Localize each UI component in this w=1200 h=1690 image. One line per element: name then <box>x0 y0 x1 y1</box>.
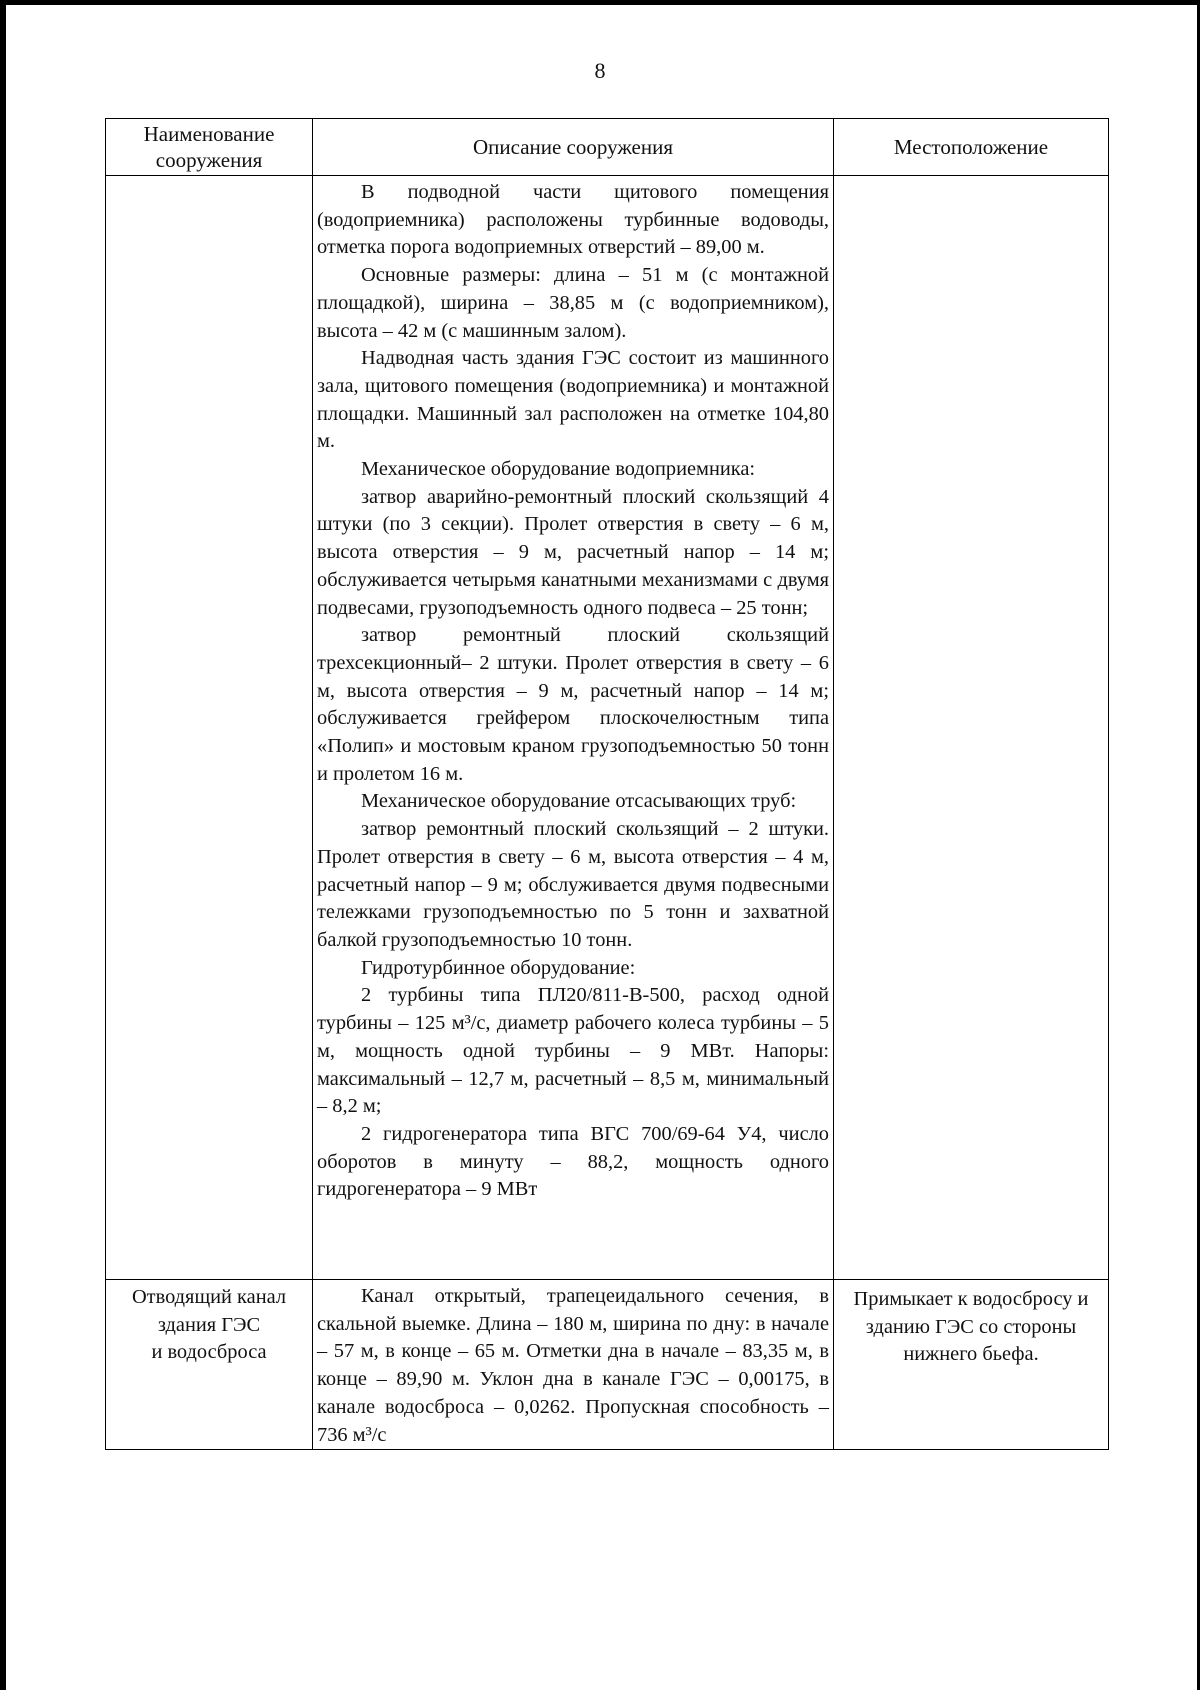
structure-location-cell: Примыкает к водосбросу и зданию ГЭС со стороны нижнего бьефа. <box>834 1280 1109 1450</box>
description-paragraph: затвор ремонтный плоский скользящий – 2 штуки. Пролет отверстия в свету – 6 м, высота отверстия – 4 м, расчетный напор – 9 м; обслуживается двумя подвесными тележками грузоподъемностью по 5 тонн и захватной балкой грузоподъемностью 10 тонн. <box>317 818 829 951</box>
structure-name-cell <box>106 1280 313 1450</box>
description-paragraph: Гидротурбинное оборудование: <box>361 956 636 979</box>
structure-description-cell <box>313 176 834 1280</box>
description-paragraph: затвор аварийно-ремонтный плоский скользящий 4 штуки (по 3 секции). Пролет отверстия в свету – 6 м, высота отверстия – 9 м, расчетный напор – 14 м; обслуживается четырьмя канатными механизмами с двумя подвесами, грузоподъемность одного подвеса – 25 тонн; <box>317 485 829 619</box>
structure-description-cell <box>313 1280 834 1450</box>
table-row <box>106 1280 1109 1450</box>
description-paragraph: В подводной части щитового помещения (водоприемника) расположены турбинные водоводы, отметка порога водоприемных отверстий – 89,00 м. <box>317 181 829 259</box>
table-header-row <box>106 119 1109 176</box>
page-number: 8 <box>594 58 606 83</box>
description-paragraph: Механическое оборудование водоприемника: <box>361 458 756 481</box>
header-description: Описание сооружения <box>313 119 834 176</box>
description-paragraph: Механическое оборудование отсасывающих труб: <box>361 790 797 813</box>
structures-table <box>105 118 1109 1450</box>
description-paragraph: затвор ремонтный плоский скользящий трехсекционный– 2 штуки. Пролет отверстия в свету – 6 м, высота отверстия – 9 м, расчетный напор – 14 м; обслуживается грейфером плоскочелюстным типа «Полип» и мостовым краном грузоподъемностью 50 тонн и пролетом 16 м. <box>317 624 829 785</box>
description-paragraph: Канал открытый, трапецеидального сечения, в скальной выемке. Длина – 180 м, ширина по дну: в начале – 57 м, в конце – 65 м. Отметки дна в начале – 83,35 м, в конце – 89,90 м. Уклон дна в канале ГЭС – 0,00175, в канале водосброса – 0,0262. Пропускная способность – 736 м³/с <box>317 1285 829 1446</box>
header-name: Наименование сооружения <box>106 119 313 176</box>
structure-location-cell <box>834 176 1109 1280</box>
description-paragraph: 2 турбины типа ПЛ20/811-В-500, расход одной турбины – 125 м³/с, диаметр рабочего колеса турбины – 5 м, мощность одной турбины – 9 МВт. Напоры: максимальный – 12,7 м, расчетный – 8,5 м, минимальный – 8,2 м; <box>317 984 829 1118</box>
structure-name-cell <box>106 176 313 1280</box>
structure-name-line: здания ГЭС <box>157 1313 261 1336</box>
description-paragraph: Основные размеры: длина – 51 м (с монтажной площадкой), ширина – 38,85 м (с водоприемником), высота – 42 м (с машинным залом). <box>317 264 829 342</box>
description-paragraph: 2 гидрогенератора типа ВГС 700/69-64 У4, число оборотов в минуту – 88,2, мощность одного гидрогенератора – 9 МВт <box>317 1122 829 1201</box>
description-paragraph: Надводная часть здания ГЭС состоит из машинного зала, щитового помещения (водоприемника) и монтажной площадки. Машинный зал расположен на отметке 104,80 м. <box>317 347 829 453</box>
structure-name-line: и водосброса <box>151 1341 267 1363</box>
structure-name-line: Отводящий канал <box>131 1286 287 1308</box>
table-row <box>106 176 1109 1280</box>
header-location: Местоположение <box>834 119 1109 176</box>
